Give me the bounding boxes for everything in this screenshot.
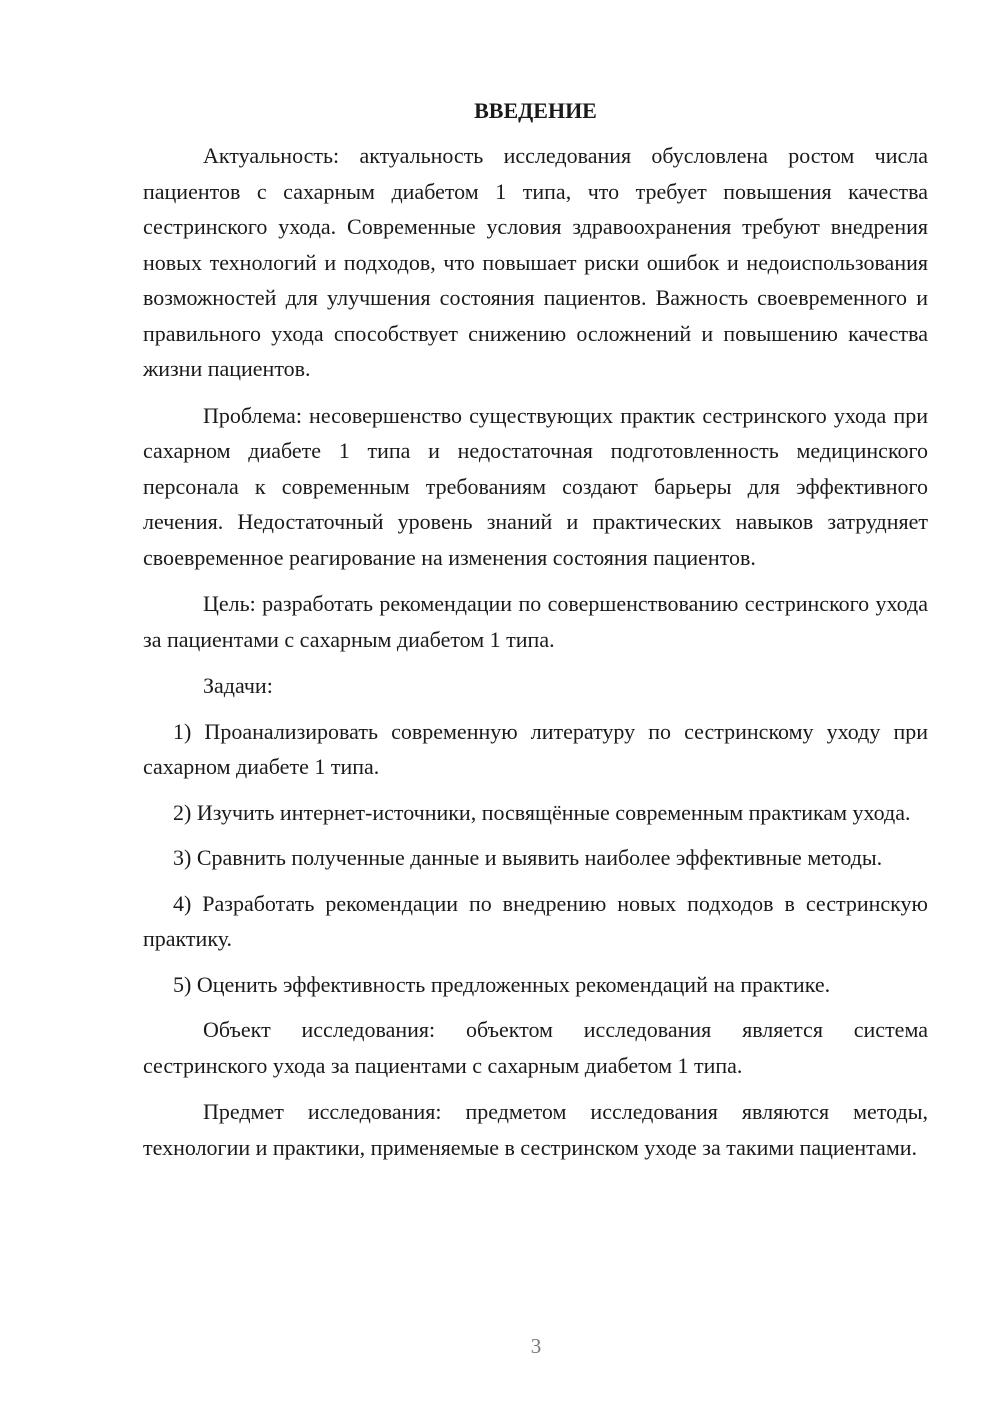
task-item-4: 4) Разработать рекомендации по внедрению новых подходов в сестринскую практику. [143,890,928,951]
page-content [143,96,928,1176]
page-number: 3 [530,1334,542,1358]
task-item-2: 2) Изучить интернет-источники, посвящённые современным практикам ухода. [173,799,911,825]
task-item-3: 3) Сравнить полученные данные и выявить наиболее эффективные методы. [173,845,883,870]
subject-paragraph: Предмет исследования: предметом исследования являются методы, технологии и практики, применяемые в сестринском уходе за такими пациентами. [143,1099,928,1160]
tasks-label: Задачи: [203,673,273,698]
task-item-1: 1) Проанализировать современную литературу по сестринскому уходу при сахарном диабете 1 типа. [143,718,928,779]
problem-paragraph: Проблема: несовершенство существующих практик сестринского ухода при сахарном диабете 1 типа и недостаточная подготовленность медицинского персонала к современным требованиям создают барьеры для эффективного лечения. Недостаточный уровень знаний и практических навыков затрудняет своевременное реагирование на изменения состояния пациентов. [143,402,928,570]
goal-paragraph: Цель: разработать рекомендации по совершенствованию сестринского ухода за пациентами с сахарным диабетом 1 типа. [143,591,928,652]
relevance-paragraph: Актуальность: актуальность исследования обусловлена ростом числа пациентов с сахарным диабетом 1 типа, что требует повышения качества сестринского ухода. Современные условия здравоохранения требуют внедрения новых технологий и подходов, что повышает риски ошибок и недоиспользования возможностей для улучшения состояния пациентов. Важность своевременного и правильного ухода способствует снижению осложнений и повышению качества жизни пациентов. [143,143,928,381]
section-heading: ВВЕДЕНИЕ [474,98,597,123]
object-paragraph: Объект исследования: объектом исследования является система сестринского ухода за пациентами с сахарным диабетом 1 типа. [143,1017,928,1078]
task-item-5: 5) Оценить эффективность предложенных рекомендаций на практике. [173,971,831,997]
